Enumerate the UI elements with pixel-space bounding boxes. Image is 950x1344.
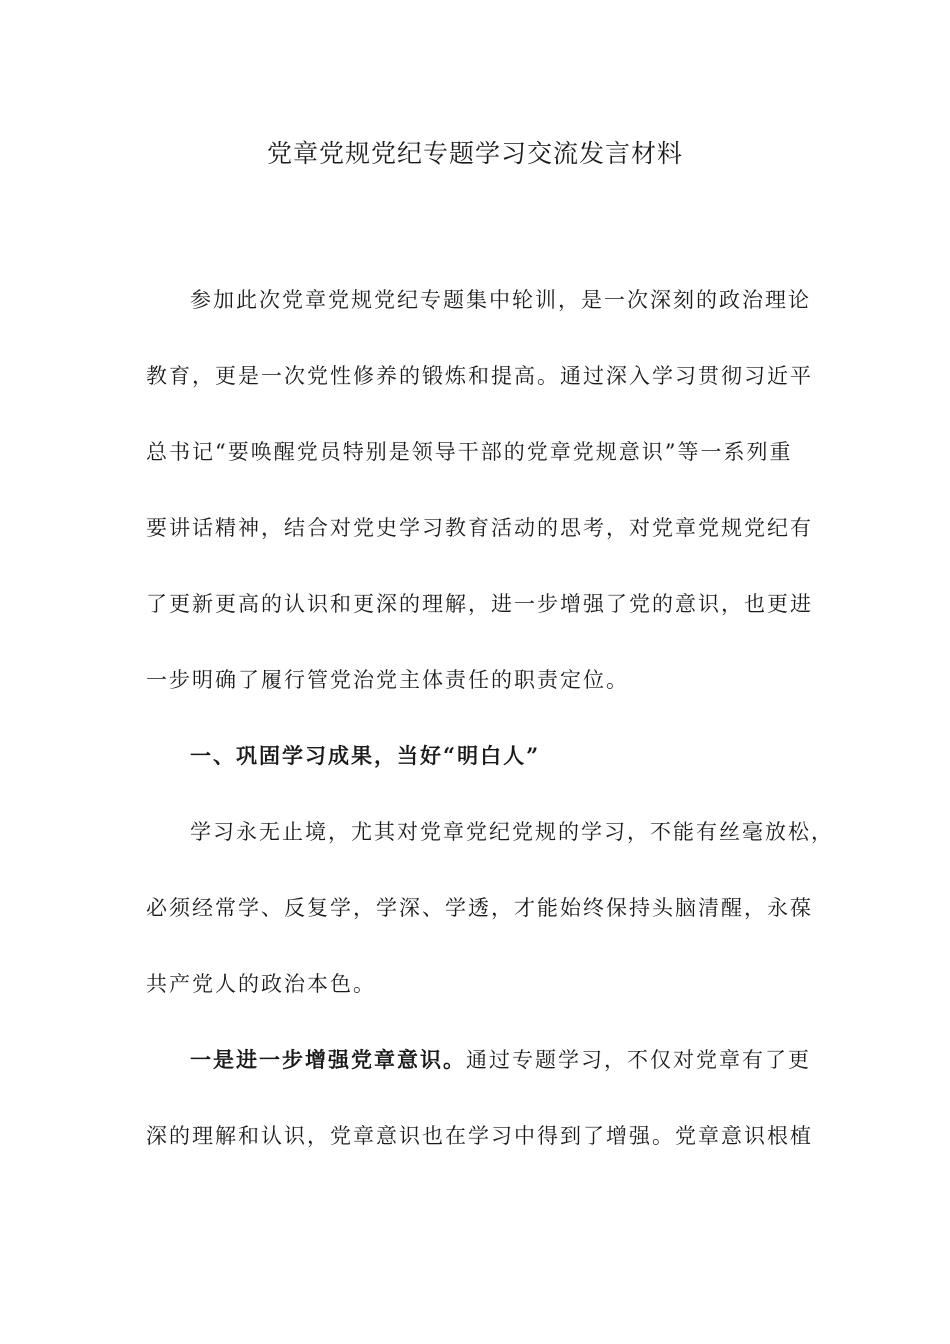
point-1-line-1-rest: 通过专题学习，不仅对党章有了更 bbox=[466, 1048, 811, 1072]
document-body bbox=[146, 280, 834, 1156]
section-1-line-2: 必须经常学、反复学，学深、学透，才能始终保持头脑清醒，永葆 bbox=[146, 896, 813, 920]
section-heading-1-paragraph bbox=[146, 736, 806, 776]
intro-line-1: 参加此次党章党规党纪专题集中轮训，是一次深刻的政治理论 bbox=[190, 288, 811, 312]
section-1-line-1: 学习永无止境，尤其对党章党纪党规的学习，不能有丝毫放松， bbox=[190, 820, 834, 844]
section-1-paragraph bbox=[146, 812, 834, 1004]
point-1-line-2: 深的理解和认识，党章意识也在学习中得到了增强。党章意识根植 bbox=[146, 1124, 813, 1148]
intro-line-5: 了更新更高的认识和更深的理解，进一步增强了党的意识，也更进 bbox=[146, 592, 813, 616]
point-1-lead: 一是进一步增强党章意识。 bbox=[190, 1047, 466, 1072]
document-title: 党章党规党纪专题学习交流发言材料 bbox=[266, 139, 683, 168]
section-1-line-3: 共产党人的政治本色。 bbox=[146, 972, 376, 996]
intro-line-4: 要讲话精神，结合对党史学习教育活动的思考，对党章党规党纪有 bbox=[146, 516, 813, 540]
intro-line-6: 一步明确了履行管党治党主体责任的职责定位。 bbox=[146, 668, 629, 692]
intro-line-3: 总书记“要唤醒党员特别是领导干部的党章党规意识”等一系列重 bbox=[146, 440, 793, 464]
section-heading-1: 一、巩固学习成果，当好“明白人” bbox=[190, 743, 541, 768]
point-1-paragraph bbox=[146, 1040, 813, 1156]
point-1-line-1 bbox=[146, 1040, 811, 1080]
intro-line-2: 教育，更是一次党性修养的锻炼和提高。通过深入学习贯彻习近平 bbox=[146, 364, 813, 388]
intro-paragraph bbox=[146, 280, 813, 700]
